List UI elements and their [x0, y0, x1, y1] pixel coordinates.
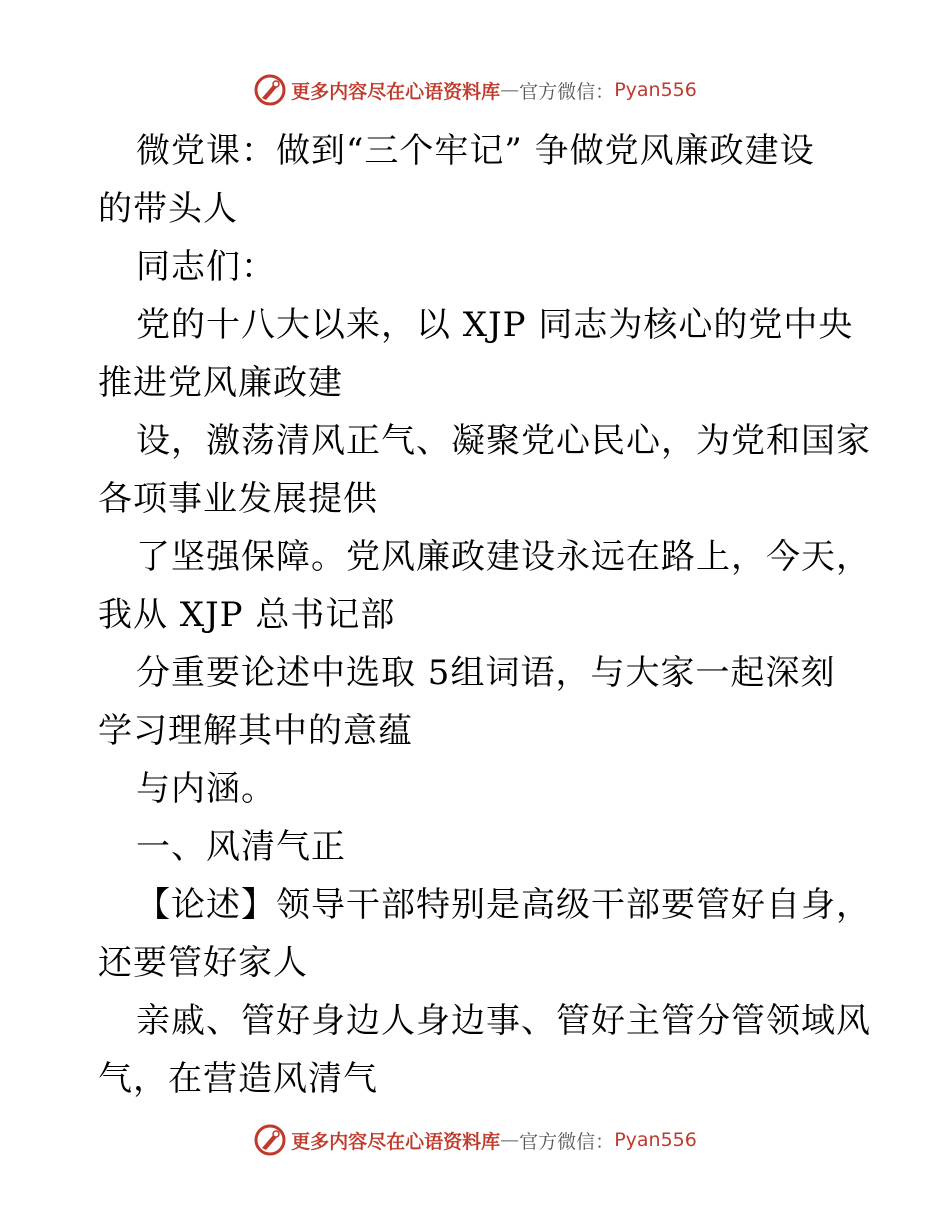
watermark-wechat-label: 官方微信：	[519, 80, 615, 103]
paragraph-line: 推进党风廉政建	[98, 363, 343, 403]
title-line: 的带头人	[98, 189, 238, 229]
section-heading: 一、风清气正	[136, 827, 346, 867]
footer-watermark	[0, 1120, 950, 1160]
paragraph-line: 我从 XJP 总书记部	[98, 595, 396, 635]
watermark-site-text: 更多内容尽在心语资料库	[291, 1130, 501, 1153]
pen-logo-icon	[253, 73, 287, 107]
paragraph-line: 【论述】领导干部特别是高级干部要管好自身，	[136, 885, 871, 925]
paragraph-line: 与内涵。	[136, 769, 276, 809]
paragraph-line: 学习理解其中的意蕴	[98, 711, 413, 751]
watermark-site-text: 更多内容尽在心语资料库	[291, 80, 501, 103]
paragraph-line: 气，在营造风清气	[98, 1059, 378, 1099]
paragraph-line: 各项事业发展提供	[98, 479, 378, 519]
salutation-line: 同志们：	[136, 247, 276, 287]
paragraph-line: 亲戚、管好身边人身边事、管好主管分管领域风	[136, 1001, 871, 1041]
paragraph-line: 还要管好家人	[98, 943, 308, 983]
watermark-separator: —	[500, 1129, 520, 1151]
paragraph-line: 分重要论述中选取 5组词语，与大家一起深刻	[136, 653, 836, 693]
watermark-wechat-id: Pyan556	[614, 79, 697, 101]
pen-logo-icon	[253, 1123, 287, 1157]
paragraph-line: 了坚强保障。党风廉政建设永远在路上，今天，	[136, 537, 871, 577]
watermark-wechat-label: 官方微信：	[519, 1130, 615, 1153]
paragraph-line: 设，激荡清风正气、凝聚党心民心，为党和国家	[136, 421, 871, 461]
paragraph-line: 党的十八大以来，以 XJP 同志为核心的党中央	[136, 305, 854, 345]
header-watermark	[0, 70, 950, 110]
watermark-separator: —	[500, 79, 520, 101]
document-body	[98, 122, 871, 1108]
title-line: 微党课：做到“三个牢记” 争做党风廉政建设	[136, 131, 815, 171]
watermark-wechat-id: Pyan556	[614, 1129, 697, 1151]
